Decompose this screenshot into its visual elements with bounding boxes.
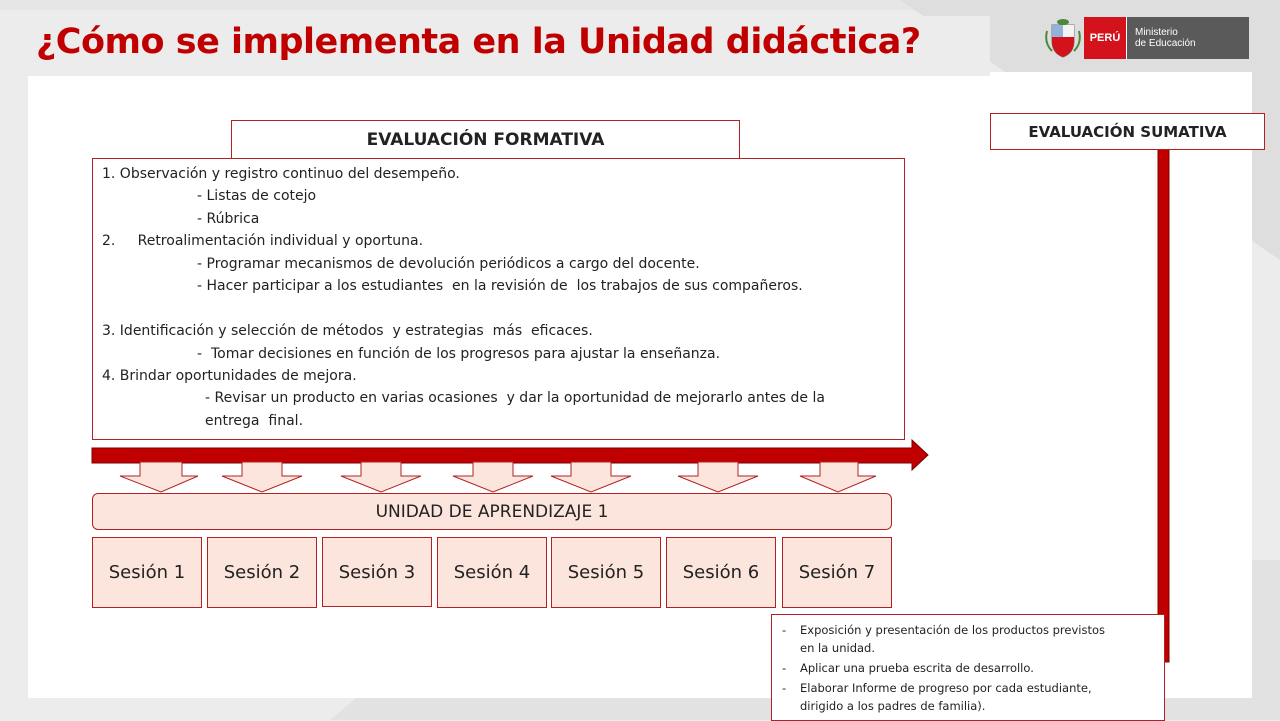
down-arrow-2 bbox=[222, 462, 302, 492]
formative-line: - Hacer participar a los estudiantes en la revisión de los trabajos de sus compañeros. bbox=[197, 278, 803, 294]
summative-bullet: - bbox=[782, 661, 787, 675]
session-1: Sesión 1 bbox=[92, 537, 202, 608]
session-3: Sesión 3 bbox=[322, 537, 432, 607]
unit-bar: UNIDAD DE APRENDIZAJE 1 bbox=[92, 493, 892, 530]
formative-line: 2. Retroalimentación individual y oportuna. bbox=[102, 233, 424, 249]
summative-item: Elaborar Informe de progreso por cada estudiante, bbox=[800, 681, 1092, 695]
down-arrow-4 bbox=[453, 462, 533, 492]
formative-line: - Programar mecanismos de devolución periódicos a cargo del docente. bbox=[197, 256, 700, 272]
ministry-line-2: de Educación bbox=[1135, 38, 1196, 49]
session-6: Sesión 6 bbox=[666, 537, 776, 608]
formative-line: entrega final. bbox=[205, 413, 304, 429]
session-4: Sesión 4 bbox=[437, 537, 547, 608]
peru-label: PERÚ bbox=[1084, 17, 1126, 59]
down-arrow-6 bbox=[678, 462, 758, 492]
summative-content bbox=[771, 614, 1165, 721]
down-arrow-5 bbox=[551, 462, 631, 492]
slide-title: ¿Cómo se implementa en la Unidad didáctica? bbox=[36, 22, 921, 62]
down-arrow-3 bbox=[341, 462, 421, 492]
down-arrows bbox=[120, 462, 876, 492]
ministry-line-1: Ministerio bbox=[1135, 27, 1178, 38]
summative-bullet: - bbox=[782, 681, 787, 695]
formative-header: EVALUACIÓN FORMATIVA bbox=[231, 120, 740, 159]
down-arrow-7 bbox=[800, 462, 876, 492]
session-7: Sesión 7 bbox=[782, 537, 892, 608]
session-5: Sesión 5 bbox=[551, 537, 661, 608]
summative-header: EVALUACIÓN SUMATIVA bbox=[990, 113, 1265, 150]
formative-line: - Rúbrica bbox=[197, 211, 260, 227]
down-arrow-1 bbox=[120, 462, 198, 492]
formative-line: - Tomar decisiones en función de los progresos para ajustar la enseñanza. bbox=[197, 346, 721, 362]
summative-item: en la unidad. bbox=[800, 641, 875, 655]
summative-item: dirigido a los padres de familia). bbox=[800, 699, 986, 713]
summative-bullet: - bbox=[782, 623, 787, 637]
summative-item: Exposición y presentación de los productos previstos bbox=[800, 623, 1106, 637]
formative-line: - Revisar un producto en varias ocasiones y dar la oportunidad de mejorarlo antes de la bbox=[205, 390, 825, 406]
formative-line: 4. Brindar oportunidades de mejora. bbox=[102, 368, 357, 384]
formative-line: 3. Identificación y selección de métodos y estrategias más eficaces. bbox=[102, 323, 593, 339]
formative-content bbox=[92, 158, 905, 440]
summative-item: Aplicar una prueba escrita de desarrollo. bbox=[800, 661, 1034, 675]
session-2: Sesión 2 bbox=[207, 537, 317, 608]
summative-arrow bbox=[1130, 149, 1169, 668]
formative-line: - Listas de cotejo bbox=[197, 188, 317, 204]
formative-line: 1. Observación y registro continuo del desempeño. bbox=[102, 166, 460, 182]
